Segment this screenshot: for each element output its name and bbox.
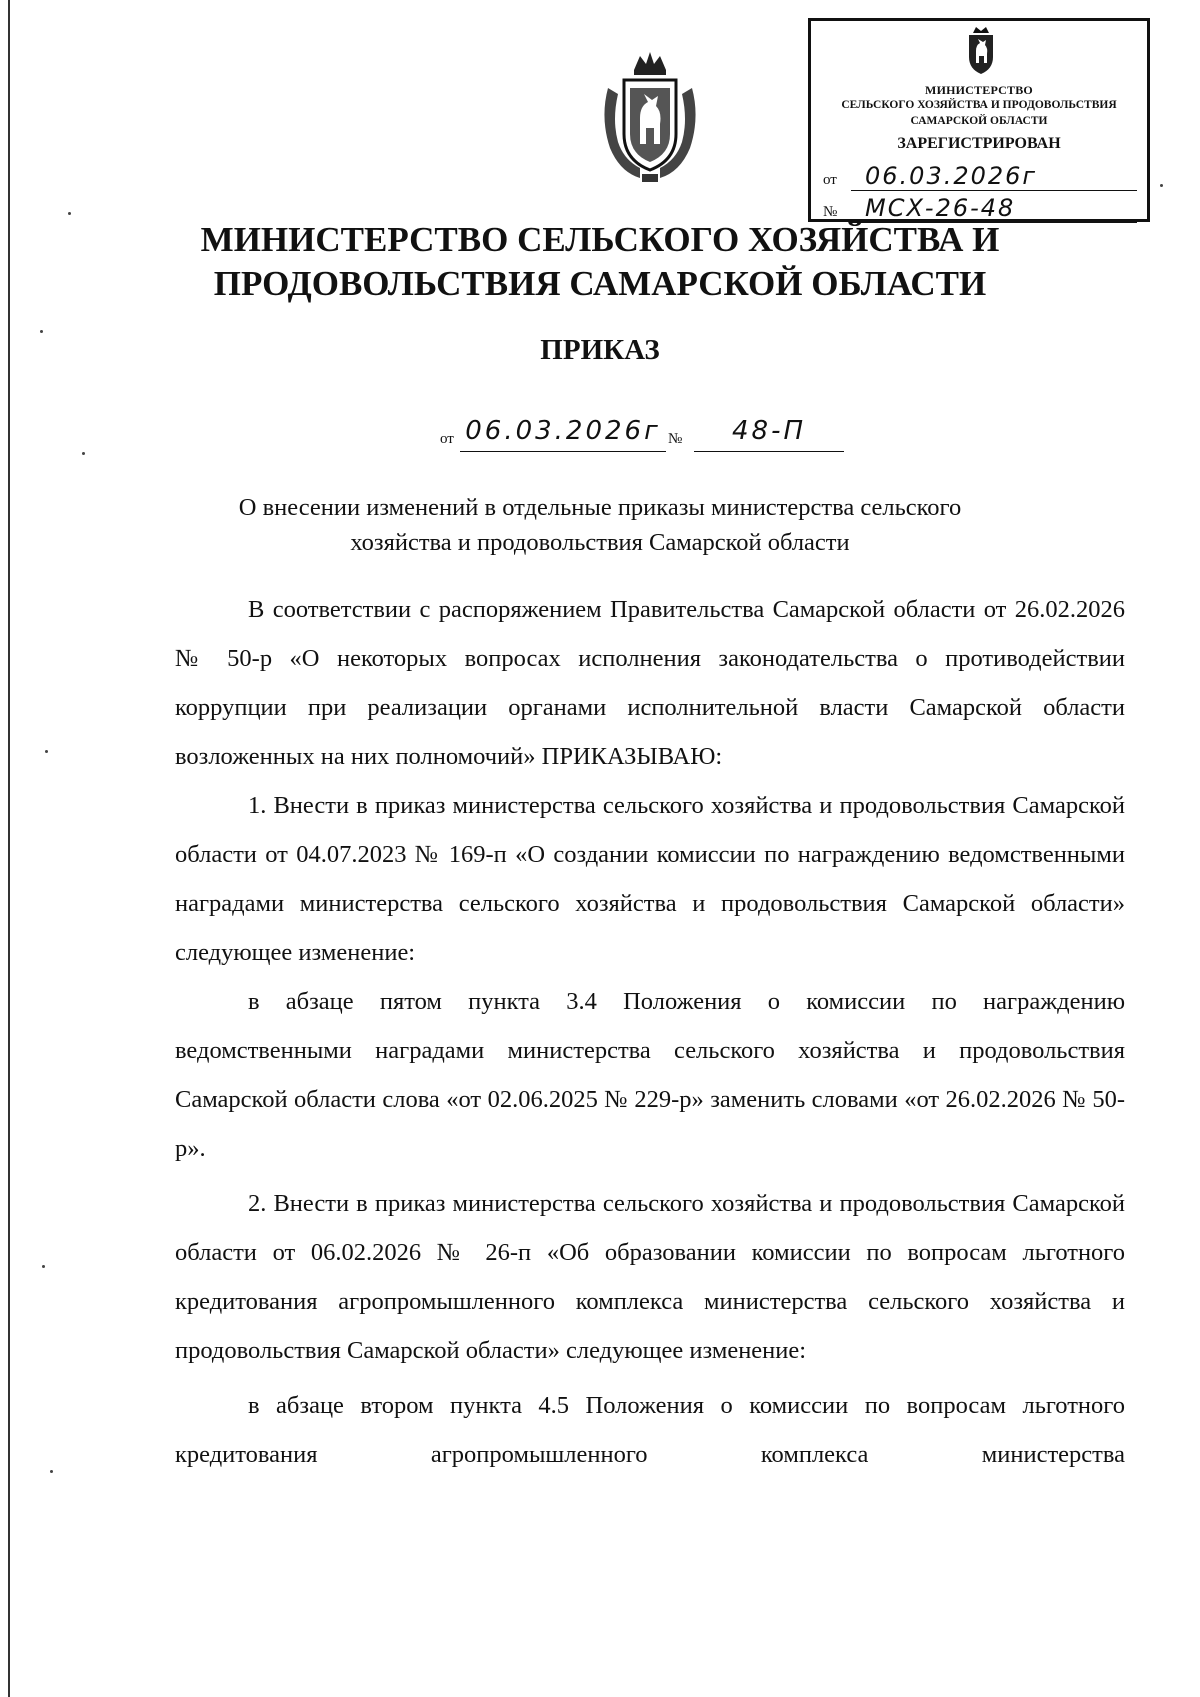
stamp-date-label: от [823,172,837,188]
scan-speck [82,452,85,455]
order-body [175,585,1125,1479]
scan-speck [42,1265,45,1268]
document-type-title: ПРИКАЗ [540,334,660,366]
order-date-number-line [440,412,860,452]
order-number-value: 48-П [694,413,844,452]
stamp-emblem-icon [961,27,1001,75]
stamp-number-label: № [823,204,838,220]
ministry-title-line: МИНИСТЕРСТВО СЕЛЬСКОГО ХОЗЯЙСТВА И [200,220,1000,259]
subject-line: О внесении изменений в отдельные приказы министерства сельского [238,494,962,521]
subject-line: хозяйства и продовольствия Самарской области [350,529,850,556]
body-paragraph: 1. Внести в приказ министерства сельского хозяйства и продовольствия Самарской области от 04.07.2023 № 169-п «О создании комиссии по награждению ведомственными наградами министерства сельского хозяйства и продовольствия Самарской области» следующее изменение: [175,792,1125,966]
body-paragraph: в абзаце втором пункта 4.5 Положения о комиссии по вопросам льготного кредитования агропромышленного комплекса министерства [175,1392,1125,1468]
body-paragraph: 2. Внести в приказ министерства сельского хозяйства и продовольствия Самарской области от 06.02.2026 № 26-п «Об образовании комиссии по вопросам льготного кредитования агропромышленного комплекса министерства сельского хозяйства и продовольствия Самарской области» следующее изменение: [175,1190,1125,1364]
scan-edge-line [8,0,10,1697]
scan-speck [1160,184,1163,187]
stamp-ministry-line: МИНИСТЕРСТВО [925,83,1033,97]
stamp-ministry-line: СЕЛЬСКОГО ХОЗЯЙСТВА И ПРОДОВОЛЬСТВИЯ [841,99,1117,111]
ministry-title-line: ПРОДОВОЛЬСТВИЯ САМАРСКОЙ ОБЛАСТИ [213,264,987,303]
stamp-date-value: 06.03.2026г [851,162,1137,191]
scan-speck [68,212,71,215]
body-paragraph: В соответствии с распоряжением Правительства Самарской области от 26.02.2026 № 50-р «О некоторых вопросах исполнения законодательства о противодействии коррупции при реализации органами исполнительной власти Самарской области возложенных на них полномочий» ПРИКАЗЫВАЮ: [175,596,1125,770]
registration-stamp [808,18,1150,222]
order-subject [180,490,1020,560]
order-number-label: № [668,431,683,447]
scan-speck [45,750,48,753]
coat-of-arms-emblem [590,48,710,188]
stamp-ministry-line: САМАРСКОЙ ОБЛАСТИ [910,115,1048,127]
stamp-date-row [823,161,1137,191]
scan-speck [50,1470,53,1473]
order-date-value: 06.03.2026г [460,413,666,452]
body-paragraph: в абзаце пятом пункта 3.4 Положения о комиссии по награждению ведомственными наградами министерства сельского хозяйства и продовольствия Самарской области слова «от 02.06.2025 № 229-р» заменить словами «от 26.02.2026 № 50-р». [175,988,1125,1162]
order-date-label: от [440,431,454,447]
scan-speck [40,330,43,333]
stamp-registered-label: ЗАРЕГИСТРИРОВАН [897,135,1061,152]
stamp-number-value: МСХ-26-48 [851,194,1137,223]
